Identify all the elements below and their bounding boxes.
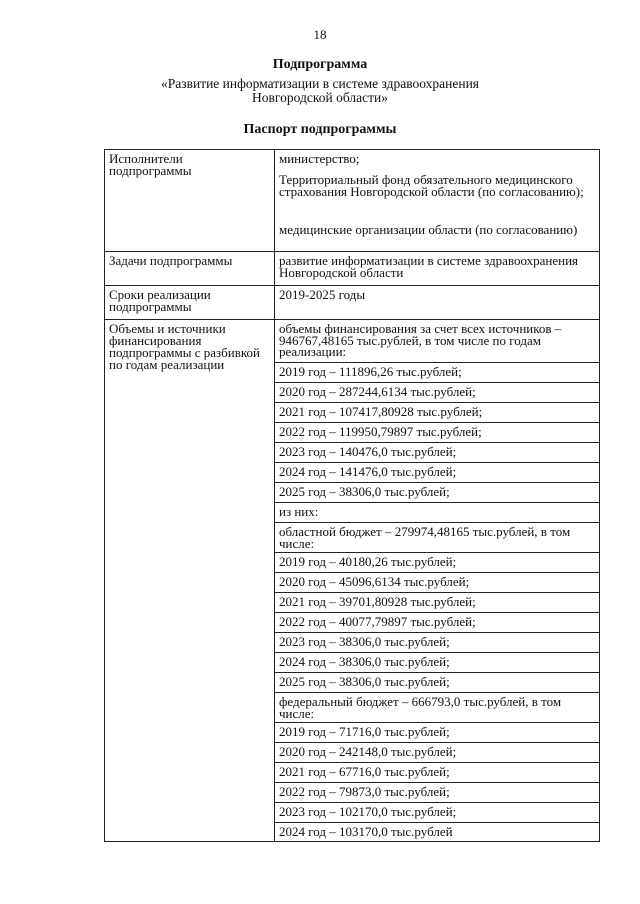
page-number: 18 bbox=[313, 27, 327, 42]
value-line: 2022 год – 79873,0 тыс.рублей; bbox=[275, 782, 599, 802]
value-line: Территориальный фонд обязательного медицинского страхования Новгородской области (по согласованию); bbox=[279, 172, 584, 199]
value-line: 2024 год – 141476,0 тыс.рублей; bbox=[275, 462, 599, 482]
value-line: 2019 год – 71716,0 тыс.рублей; bbox=[275, 722, 599, 742]
row-label-cell bbox=[105, 320, 275, 842]
value-line: 2020 год – 45096,6134 тыс.рублей; bbox=[275, 572, 599, 592]
value-line: 2023 год – 38306,0 тыс.рублей; bbox=[275, 632, 599, 652]
value-line: 2020 год – 287244,6134 тыс.рублей; bbox=[275, 382, 599, 402]
value-line: объемы финансирования за счет всех источников – 946767,48165 тыс.рублей, в том числе по годам реализации: bbox=[279, 321, 562, 359]
table-row bbox=[105, 252, 600, 286]
value-line: федеральный бюджет – 666793,0 тыс.рублей, в том числе: bbox=[275, 692, 599, 722]
row-label-cell bbox=[105, 286, 275, 320]
value-line: областной бюджет – 279974,48165 тыс.рублей, в том числе: bbox=[275, 522, 599, 552]
document-title: Подпрограмма bbox=[272, 57, 368, 72]
value-line: 2024 год – 103170,0 тыс.рублей bbox=[275, 822, 599, 841]
table-row bbox=[105, 150, 600, 252]
value-line: 2023 год – 140476,0 тыс.рублей; bbox=[275, 442, 599, 462]
value-line: 2025 год – 38306,0 тыс.рублей; bbox=[275, 482, 599, 502]
value-line: 2019-2025 годы bbox=[279, 287, 366, 302]
passport-table bbox=[104, 149, 600, 842]
value-line: 2021 год – 67716,0 тыс.рублей; bbox=[275, 762, 599, 782]
value-line: 2019 год – 40180,26 тыс.рублей; bbox=[275, 552, 599, 572]
row-label: Задачи подпрограммы bbox=[109, 253, 233, 268]
row-label: Исполнители подпрограммы bbox=[109, 151, 192, 178]
value-line: 2022 год – 119950,79897 тыс.рублей; bbox=[275, 422, 599, 442]
row-value-cell bbox=[275, 252, 600, 286]
value-line: медицинские организации области (по согласованию) bbox=[279, 222, 578, 237]
row-value-cell bbox=[275, 286, 600, 320]
value-line: 2023 год – 102170,0 тыс.рублей; bbox=[275, 802, 599, 822]
value-line: 2021 год – 39701,80928 тыс.рублей; bbox=[275, 592, 599, 612]
value-line: министерство; bbox=[279, 151, 360, 166]
value-line: из них: bbox=[275, 502, 599, 522]
table-row bbox=[105, 286, 600, 320]
row-label: Объемы и источники финансирования подпрограммы с разбивкой по годам реализации bbox=[109, 321, 260, 372]
row-label: Сроки реализации подпрограммы bbox=[109, 287, 211, 314]
value-line: 2019 год – 111896,26 тыс.рублей; bbox=[275, 362, 599, 382]
row-label-cell bbox=[105, 252, 275, 286]
passport-title: Паспорт подпрограммы bbox=[243, 122, 397, 137]
row-value-cell bbox=[275, 320, 600, 842]
value-line: 2025 год – 38306,0 тыс.рублей; bbox=[275, 672, 599, 692]
value-line: 2024 год – 38306,0 тыс.рублей; bbox=[275, 652, 599, 672]
value-line: развитие информатизации в системе здравоохранения Новгородской области bbox=[279, 253, 579, 280]
value-line: 2020 год – 242148,0 тыс.рублей; bbox=[275, 742, 599, 762]
document-subtitle: «Развитие информатизации в системе здравоохранения Новгородской области» bbox=[160, 76, 480, 105]
value-line: 2021 год – 107417,80928 тыс.рублей; bbox=[275, 402, 599, 422]
row-value-cell bbox=[275, 150, 600, 252]
row-label-cell bbox=[105, 150, 275, 252]
table-row bbox=[105, 320, 600, 842]
value-line: 2022 год – 40077,79897 тыс.рублей; bbox=[275, 612, 599, 632]
